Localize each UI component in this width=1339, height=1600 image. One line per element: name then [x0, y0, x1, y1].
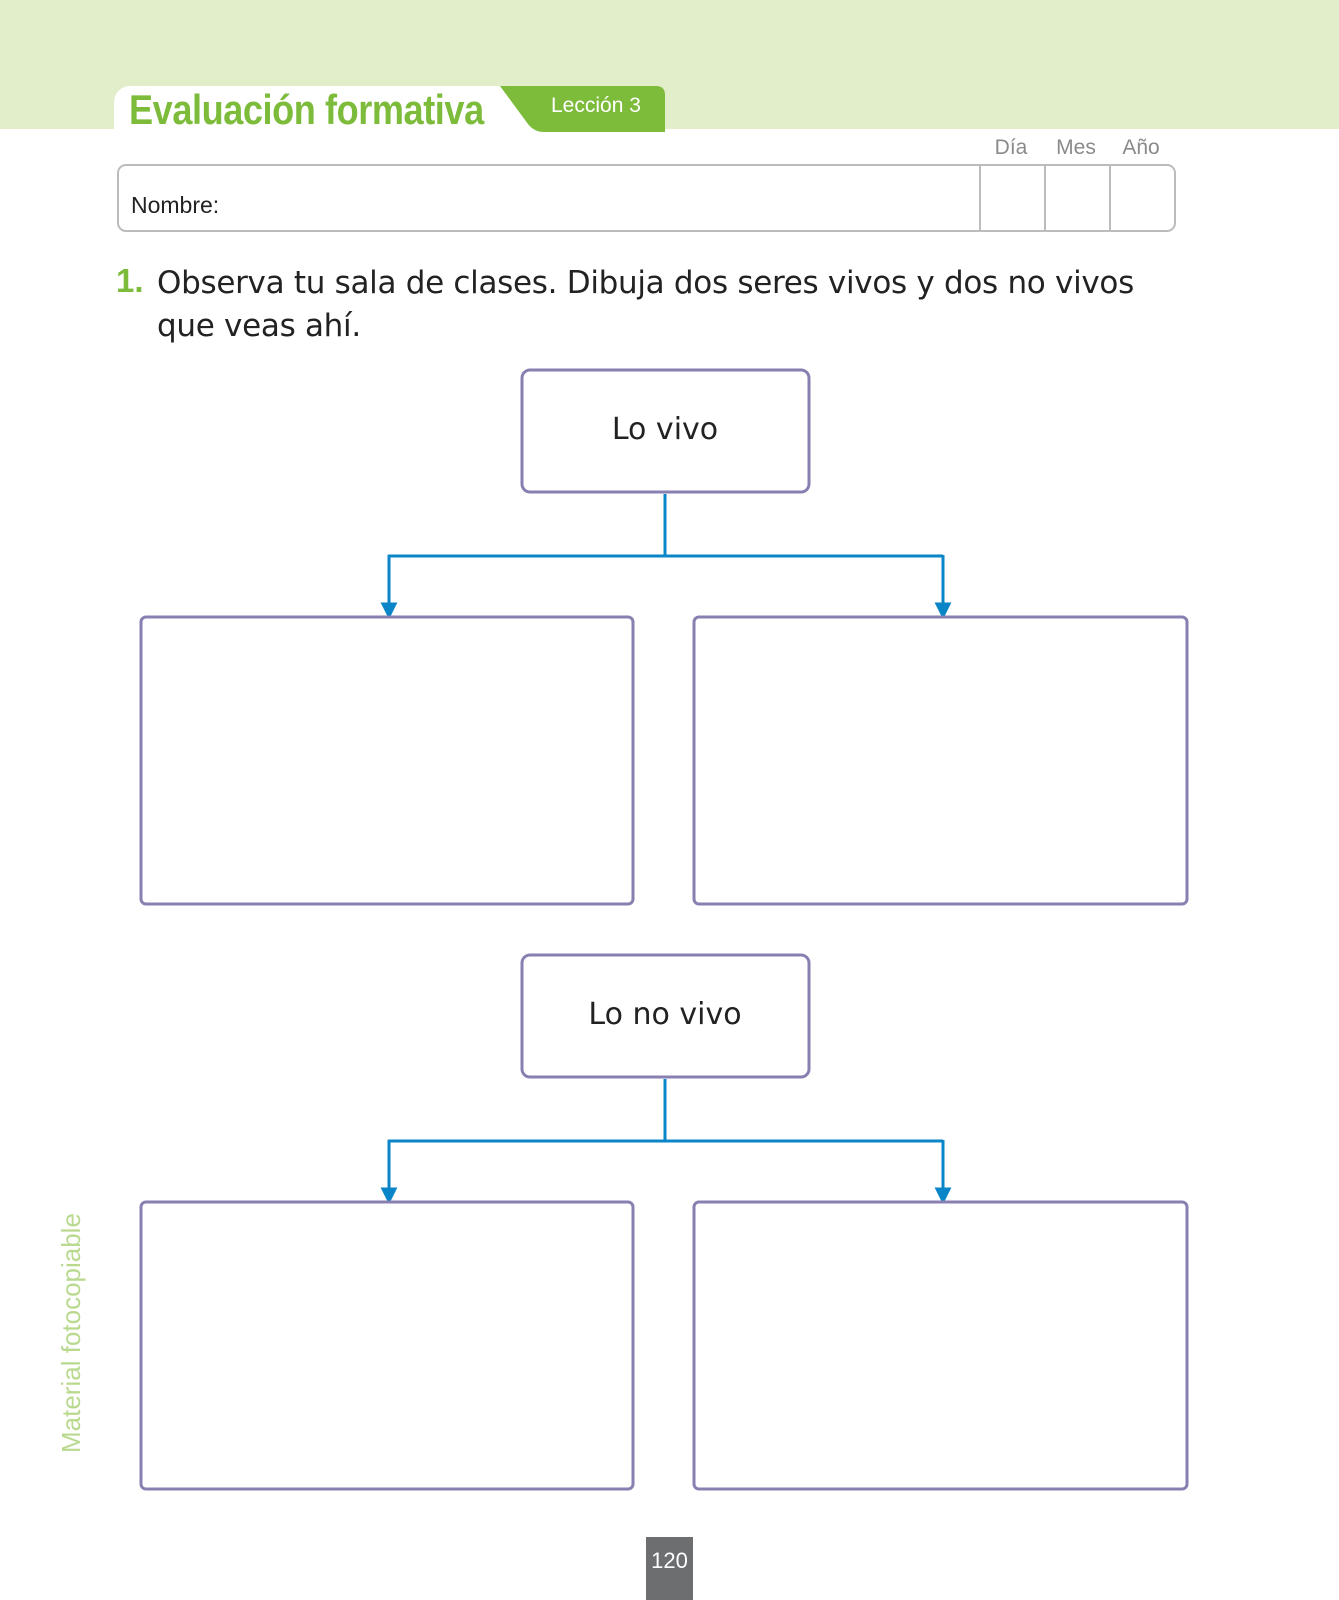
drawing-box-nonliving-2 [694, 1202, 1187, 1489]
question-text: Observa tu sala de clases. Dibuja dos seres vivos y dos no vivos que veas ahí. [157, 265, 1134, 344]
drawing-box-living-1 [141, 617, 633, 904]
connector-nonliving [388, 1079, 943, 1141]
name-label: Nombre: [131, 192, 220, 218]
root-label-nonliving: Lo no vivo [588, 997, 742, 1032]
connector-living [388, 494, 943, 556]
date-label-day: Día [994, 136, 1028, 159]
root-label-living: Lo vivo [611, 412, 719, 447]
arrow-right-living [937, 555, 949, 616]
arrow-left-living [383, 555, 395, 616]
arrow-right-nonliving [937, 1140, 949, 1201]
side-note: Material fotocopiable [56, 1213, 86, 1453]
drawing-box-nonliving-1 [141, 1202, 633, 1489]
drawing-box-living-2 [694, 617, 1187, 904]
date-label-month: Mes [1056, 136, 1096, 159]
date-label-year: Año [1122, 136, 1160, 159]
lesson-label: Lección 3 [551, 94, 641, 117]
page-number: 120 [651, 1548, 688, 1573]
page-title: Evaluación formativa [129, 86, 484, 133]
arrow-left-nonliving [383, 1140, 395, 1201]
page-number-box [646, 1537, 693, 1600]
question-number: 1. [116, 262, 144, 299]
